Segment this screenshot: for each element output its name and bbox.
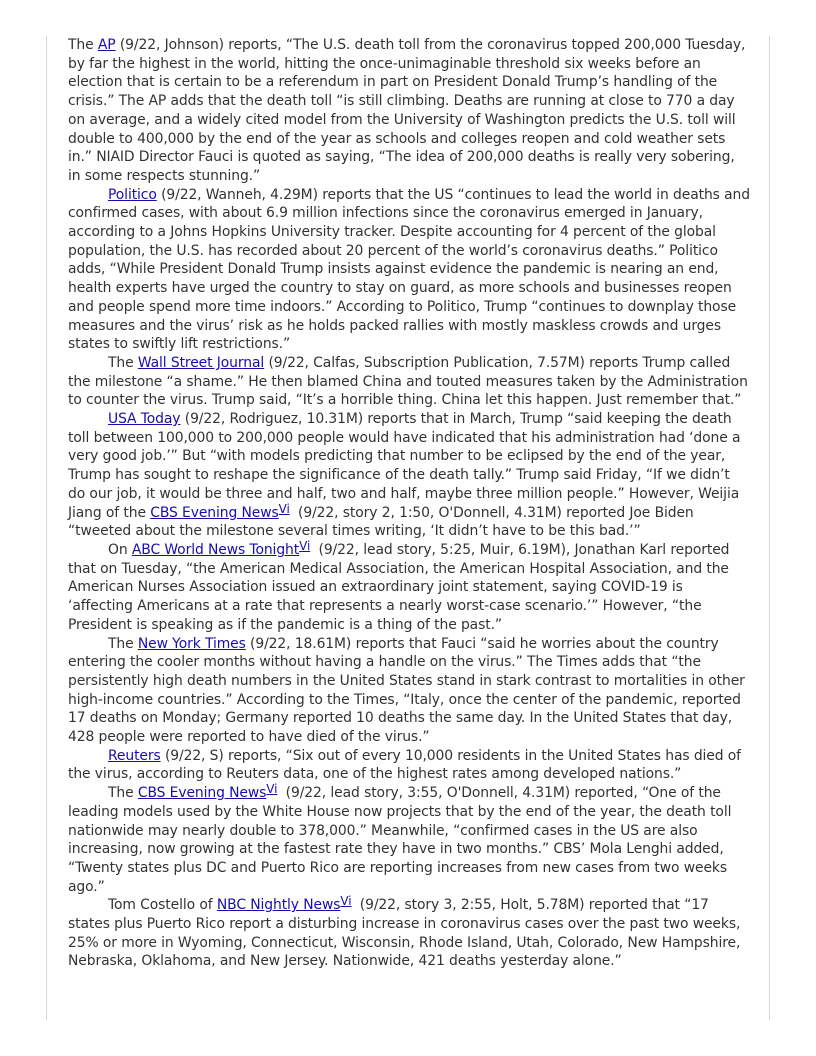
paragraph-text: On [108, 541, 132, 558]
video-indicator-icon[interactable] [299, 539, 310, 553]
paragraph-text: The [108, 785, 138, 802]
wall-street-journal-link[interactable]: Wall Street Journal [137, 354, 265, 371]
paragraph-text: The [68, 37, 98, 53]
video-indicator-icon[interactable] [266, 782, 277, 796]
paragraph-text: (9/22, story 2, 1:50, O'Donnell, 4.31M) reported Joe Biden “tweeted about the milestone several times writing, ‘It didn’t have to be this bad.’” [68, 504, 694, 540]
ap-link[interactable]: AP [97, 37, 116, 53]
paragraph-text: Tom Costello of [108, 897, 217, 914]
paragraph-nyt [68, 635, 750, 747]
reuters-link[interactable]: Reuters [108, 747, 161, 764]
politico-link[interactable]: Politico [108, 186, 157, 203]
article-body [68, 36, 750, 971]
abc-world-news-tonight-link[interactable]: ABC World News Tonight [131, 541, 300, 558]
paragraph-politico [68, 186, 750, 354]
paragraph-text: The [108, 635, 138, 652]
paragraph-text: (9/22, Rodriguez, 10.31M) reports that in March, Trump “said keeping the death toll between 100,000 to 200,000 people would have indicated that his administration had ‘done a very good job.’” But “with models predicting that number to be eclipsed by the end of the year, Trump has sought to reshape the significance of the death tally.” Trump said Friday, “If we didn’t do our job, it would be three and half, two and half, maybe three million people.” However, Weijia Jiang of the [68, 411, 741, 521]
video-indicator-icon[interactable] [279, 502, 290, 516]
paragraph-usa-today [68, 410, 750, 541]
paragraph-text: The [108, 354, 138, 371]
nbc-nightly-news-link[interactable]: NBC Nightly News [216, 897, 341, 914]
paragraph-reuters [68, 747, 750, 784]
video-link[interactable]: Vi [299, 538, 311, 553]
paragraph-text: (9/22, Johnson) reports, “The U.S. death toll from the coronavirus topped 200,000 Tuesday, by far the highest in the world, hitting the once-unimaginable threshold six weeks before an election that is certain to be a referendum in part on President Donald Trump’s handling of the crisis.” The AP adds that the death toll “is still climbing. Deaths are running at close to 770 a day on average, and a widely cited model from the University of Washington predicts the U.S. toll will double to 400,000 by the end of the year as schools and colleges reopen and cold weather sets in.” NIAID Director Fauci is quoted as saying, “The idea of 200,000 deaths is really very sobering, in some respects stunning.” [68, 37, 746, 184]
paragraph-cbs [68, 784, 750, 896]
paragraph-text: (9/22, Wanneh, 4.29M) reports that the US “continues to lead the world in deaths and confirmed cases, with about 6.9 million infections since the coronavirus emerged in January, according to a Johns Hopkins University tracker. Despite accounting for 4 percent of the global population, the U.S. has recorded about 20 percent of the world’s coronavirus deaths.” Politico adds, “While President Donald Trump insists against evidence the pandemic is nearing an end, health experts have urged the country to stay on guard, as more schools and businesses reopen and people spend more time indoors.” According to Politico, Trump “continues to downplay those measures and the virus’ risk as he holds packed rallies with mostly maskless crowds and urges states to swiftly lift restrictions.” [68, 186, 750, 353]
paragraph-text: (9/22, 18.61M) reports that Fauci “said he worries about the country entering the cooler months without having a handle on the virus.” The Times adds that “the persistently high death numbers in the United States stand in stark contrast to mortalities in other high-income countries.” According to the Times, “Italy, once the center of the pandemic, reported 17 deaths on Monday; Germany reported 10 deaths the same day. In the United States that day, 428 people were reported to have died of the virus.” [68, 635, 745, 746]
paragraph-nbc [68, 896, 750, 971]
paragraph-text: (9/22, lead story, 3:55, O'Donnell, 4.31M) reported, “One of the leading models used by the White House now projects that by the end of the year, the death toll nationwide may nearly double to 378,000.” Meanwhile, “confirmed cases in the US are also increasing, now growing at the fastest rate they have in two months.” CBS’ Mola Lenghi added, “Twenty states plus DC and Puerto Rico are reporting increases from new cases from two weeks ago.” [68, 785, 732, 895]
paragraph-text: (9/22, Calfas, Subscription Publication, 7.57M) reports Trump called the milestone “a shame.” He then blamed China and touted measures taken by the Administration to counter the virus. Trump said, “It’s a horrible thing. China let this happen. Just remember that.” [68, 354, 748, 409]
paragraph-ap [68, 36, 750, 186]
video-link[interactable]: Vi [340, 894, 352, 909]
cbs-evening-news-link[interactable]: CBS Evening News [137, 785, 267, 802]
paragraph-wsj [68, 354, 750, 410]
cbs-evening-news-link[interactable]: CBS Evening News [150, 504, 279, 521]
usa-today-link[interactable]: USA Today [108, 411, 181, 428]
video-link[interactable]: Vi [278, 501, 290, 516]
new-york-times-link[interactable]: New York Times [137, 635, 246, 652]
paragraph-abc [68, 538, 750, 635]
paragraph-text: (9/22, lead story, 5:25, Muir, 6.19M), Jonathan Karl reported that on Tuesday, “the American Medical Association, the American Hospital Association, and the American Nurses Association issued an extraordinary joint statement, saying COVID-19 is ‘affecting Americans at a rate that represents a nearly worst-case scenario.’” However, “the President is speaking as if the pandemic is a thing of the past.” [68, 541, 730, 633]
video-link[interactable]: Vi [266, 782, 278, 797]
paragraph-text: (9/22, story 3, 2:55, Holt, 5.78M) reported that “17 states plus Puerto Rico report a disturbing increase in coronavirus cases over the past two weeks, 25% or more in Wyoming, Connecticut, Wisconsin, Rhode Island, Utah, Colorado, New Hampshire, Nebraska, Oklahoma, and New Jersey. Nationwide, 421 deaths yesterday alone.” [68, 897, 741, 970]
paragraph-text: (9/22, S) reports, “Six out of every 10,000 residents in the United States has died of the virus, according to Reuters data, one of the highest rates among developed nations.” [68, 747, 741, 783]
video-indicator-icon[interactable] [340, 894, 351, 908]
